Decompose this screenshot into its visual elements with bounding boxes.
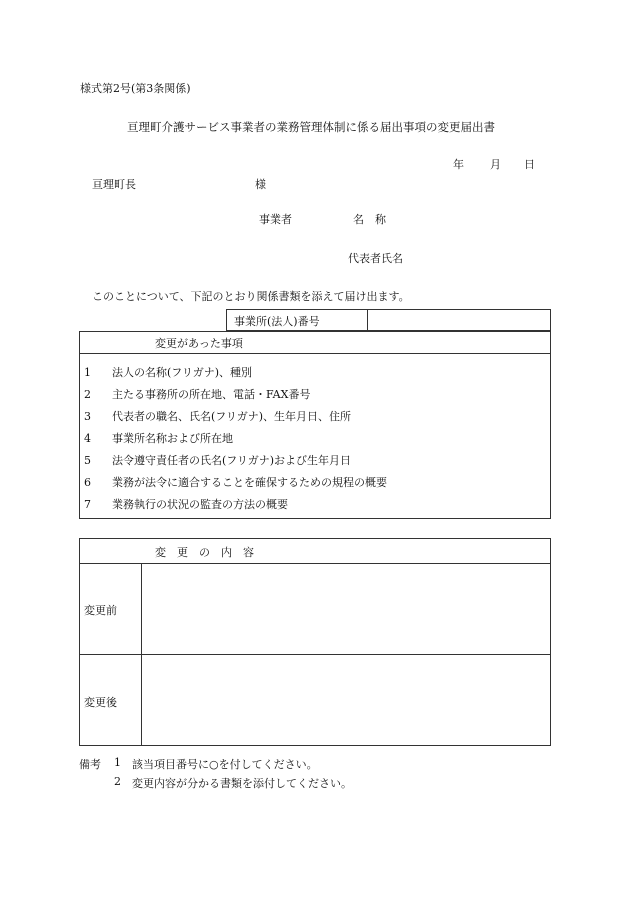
changed-item-text: 業務執行の状況の監査の方法の概要: [112, 498, 288, 511]
note-text: 変更内容が分かる書類を添付してください。: [132, 777, 352, 790]
change-content-header: 変 更 の 内 容: [155, 546, 254, 559]
date-day: 日: [524, 158, 535, 171]
intro-text: このことについて、下記のとおり関係書類を添えて届け出ます。: [92, 290, 410, 303]
changed-item-number: 2: [84, 388, 91, 401]
changed-item-number: 3: [84, 410, 91, 423]
note-text: 該当項目番号に○を付してください。: [132, 758, 318, 771]
changed-item[interactable]: [84, 430, 233, 446]
change-content-column-divider: [141, 563, 142, 746]
representative-label: 代表者氏名: [348, 252, 403, 265]
changed-item[interactable]: [84, 452, 351, 468]
changed-item-text: 法令遵守責任者の氏名(フリガナ)および生年月日: [112, 454, 352, 467]
changed-item-text: 主たる事務所の所在地、電話・FAX番号: [112, 388, 311, 401]
before-label: 変更前: [84, 604, 117, 617]
changed-item-number: 5: [84, 454, 91, 467]
page-title: 亘理町介護サービス事業者の業務管理体制に係る届出事項の変更届出書: [127, 120, 495, 134]
changed-item[interactable]: [84, 386, 310, 402]
after-content-field[interactable]: [145, 657, 547, 743]
business-label: 事業者: [259, 213, 292, 226]
form-number: 様式第2号(第3条関係): [80, 82, 191, 95]
addressee-honorific: 様: [255, 178, 266, 191]
before-content-field[interactable]: [145, 566, 547, 651]
changed-item[interactable]: [84, 364, 252, 380]
changed-item-text: 代表者の職名、氏名(フリガナ)、生年月日、住所: [112, 410, 352, 423]
changed-items-header: 変更があった事項: [155, 337, 243, 350]
changed-items-table: [79, 331, 551, 519]
changed-item-text: 法人の名称(フリガナ)、種別: [112, 366, 253, 379]
after-label: 変更後: [84, 696, 117, 709]
office-number-field[interactable]: [371, 311, 547, 329]
changed-item-number: 4: [84, 432, 91, 445]
change-content-row-divider: [79, 654, 551, 655]
notes-label: 備考: [79, 758, 101, 771]
changed-item[interactable]: [84, 408, 351, 424]
date-year: 年: [453, 158, 464, 171]
note-number: 1: [114, 756, 121, 769]
changed-item-text: 事業所名称および所在地: [112, 432, 233, 445]
changed-item[interactable]: [84, 496, 288, 512]
changed-item-number: 1: [84, 366, 91, 379]
addressee-name: 亘理町長: [92, 178, 136, 191]
business-name-label: 名 称: [353, 213, 386, 226]
office-number-label: 事業所(法人)番号: [234, 315, 320, 328]
changed-item[interactable]: [84, 474, 387, 490]
change-content-header-divider: [79, 563, 551, 564]
changed-item-number: 7: [84, 498, 91, 511]
date-month: 月: [490, 158, 501, 171]
changed-items-divider: [79, 353, 551, 354]
note-number: 2: [114, 775, 121, 788]
changed-item-number: 6: [84, 476, 91, 489]
changed-item-text: 業務が法令に適合することを確保するための規程の概要: [112, 476, 387, 489]
office-number-divider: [367, 309, 368, 331]
